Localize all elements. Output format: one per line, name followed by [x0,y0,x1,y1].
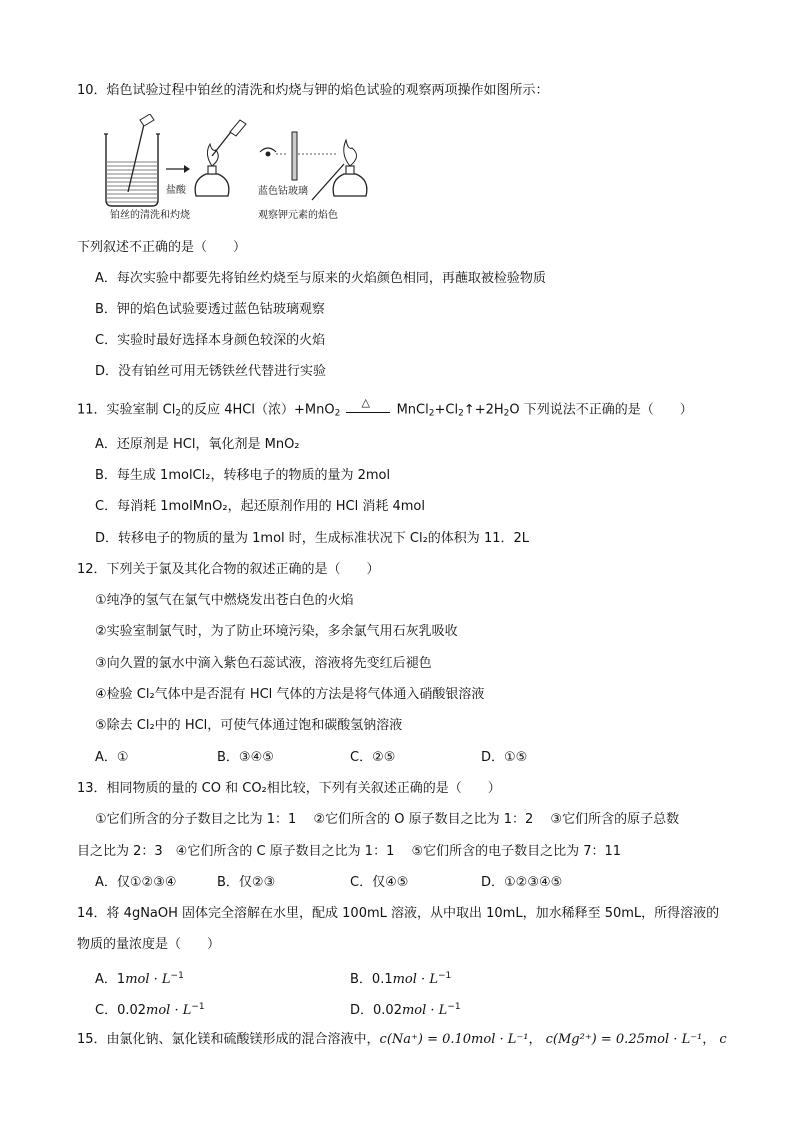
q11-option-b: B．每生成 1molCl₂，转移电子的物质的量为 2mol [95,468,391,483]
caption-left: 铂丝的清洗和灼烧 [110,210,190,221]
q11-option-a: A．还原剂是 HCl，氧化剂是 MnO₂ [95,437,300,452]
arrow-icon [166,165,190,173]
q12-option-d: D．①⑤ [481,750,528,765]
q12-item-3: ③向久置的氯水中滴入紫色石蕊试液，溶液将先变红后褪色 [95,656,432,671]
q12-option-c: C．②⑤ [350,750,396,765]
q10-option-a: A．每次实验中都要先将铂丝灼烧至与原来的火焰颜色相同，再蘸取被检验物质 [95,271,546,286]
q12-item-2: ②实验室制氯气时，为了防止环境污染，多余氯气用石灰乳吸收 [95,624,458,639]
q13-line-1: ①它们所含的分子数目之比为 1：1 ②它们所含的 O 原子数目之比为 1：2 ③它们所含的原子总数 [95,812,680,827]
q13-option-a: A．仅①②③④ [95,875,177,890]
q12-item-1: ①纯净的氢气在氯气中燃烧发出苍白色的火焰 [95,593,354,608]
q12-option-a: A．① [95,750,129,765]
q15-stem: 15．由氯化钠、氯化镁和硫酸镁形成的混合溶液中，c(Na⁺) = 0.10mol · L⁻¹， c(Mg²⁺) = 0.25mol · L⁻¹， c [77,1032,727,1047]
flame-test-figure [100,114,390,222]
q14-line-1: 14．将 4gNaOH 固体完全溶解在水里，配成 100mL 溶液，从中取出 10mL，加水稀释至 50mL，所得溶液的 [77,906,720,921]
q12-stem: 12．下列关于氯及其化合物的叙述正确的是（ ） [77,562,380,577]
q12-item-5: ⑤除去 Cl₂中的 HCl，可使气体通过饱和碳酸氢钠溶液 [95,718,403,733]
q13-option-c: C．仅④⑤ [350,875,409,890]
q10-option-d: D．没有铂丝可用无锈铁丝代替进行实验 [95,364,327,379]
q13-option-b: B．仅②③ [217,875,276,890]
q14-line-2: 物质的量浓度是（ ） [77,937,221,952]
q10-stem: 10．焰色试验过程中铂丝的清洗和灼烧与钾的焰色试验的观察两项操作如图所示： [77,83,549,98]
q12-item-4: ④检验 Cl₂气体中是否混有 HCl 气体的方法是将气体通入硝酸银溶液 [95,687,485,702]
q10-option-b: B．钾的焰色试验要透过蓝色钴玻璃观察 [95,302,325,317]
alcohol-lamp-icon [195,120,246,196]
q12-option-b: B．③④⑤ [217,750,274,765]
label-hcl: 盐酸 [166,185,186,196]
q13-stem: 13．相同物质的量的 CO 和 CO₂相比较，下列有关叙述正确的是（ ） [77,781,501,796]
eye-icon [260,148,286,157]
q14-option-c: C．$0.02mol \cdot L^{-1}$ [95,1002,205,1018]
q10-question: 下列叙述不正确的是（ ） [77,240,247,255]
q10-option-c: C．实验时最好选择本身颜色较深的火焰 [95,333,326,348]
label-cobalt-glass: 蓝色钴玻璃 [258,186,308,197]
q13-option-d: D．①②③④⑤ [481,875,563,890]
q14-option-b: B．$0.1mol \cdot L^{-1}$ [350,971,452,987]
q11-stem: 11．实验室制 $Cl_2$的反应 4HCl（浓）+MnO$_2$ △ $MnCl_2+Cl_2↑+2H_2O$ 下列说法不正确的是（ ） [77,396,693,419]
reaction-condition-arrow: △ [344,401,392,419]
q14-option-a: A．$1mol \cdot L^{-1}$ [95,971,184,987]
q13-line-2: 目之比为 2：3 ④它们所含的 C 原子数目之比为 1：1 ⑤它们所含的电子数目之比为 7：11 [77,844,622,859]
cobalt-glass-icon [292,132,297,180]
alcohol-lamp-right-icon [333,140,367,196]
caption-right: 观察钾元素的焰色 [258,210,338,221]
beaker-icon [104,114,160,206]
q11-option-d: D．转移电子的物质的量为 1mol 时，生成标准状况下 Cl₂的体积为 11．2L [95,531,529,546]
q14-option-d: D．$0.02mol \cdot L^{-1}$ [350,1002,461,1018]
q11-option-c: C．每消耗 1molMnO₂，起还原剂作用的 HCl 消耗 4mol [95,499,425,514]
